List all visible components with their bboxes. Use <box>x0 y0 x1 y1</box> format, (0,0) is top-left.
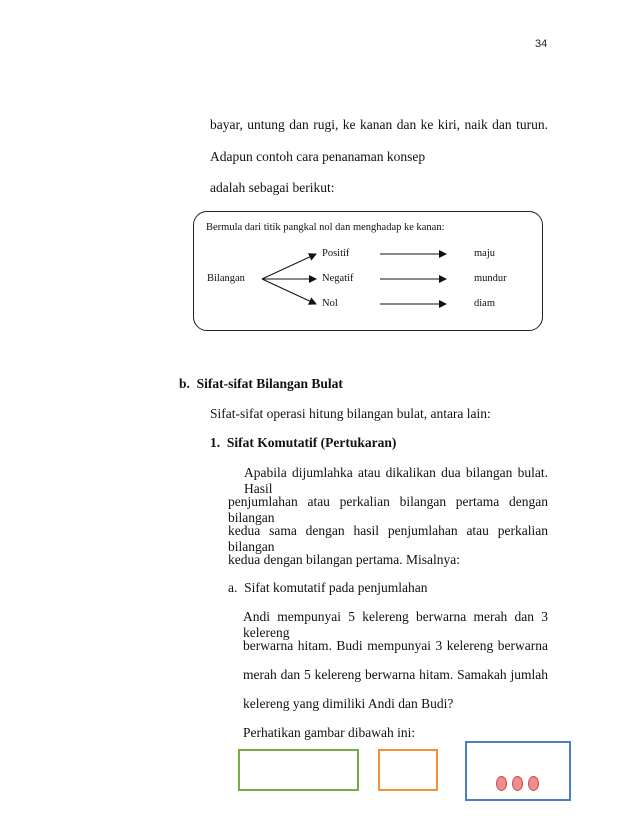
section-b-heading: b. Sifat-sifat Bilangan Bulat <box>179 376 343 391</box>
section-b-intro: Sifat-sifat operasi hitung bilangan bulat, antara lain: <box>210 406 491 421</box>
blue-box <box>465 741 571 801</box>
diagram-branch-negatif: Negatif <box>322 273 354 284</box>
komutatif-line-1: Apabila dijumlahka atau dikalikan dua bilangan bulat. Hasil <box>244 465 548 496</box>
diagram-root-label: Bilangan <box>207 273 245 284</box>
arrow-to-nol <box>262 279 316 304</box>
red-marble-3 <box>528 776 539 791</box>
komutatif-line-4: kedua dengan bilangan pertama. Misalnya: <box>228 552 461 567</box>
item-a-line-1: Andi mempunyai 5 kelereng berwarna merah dan 3 kelereng <box>243 609 548 640</box>
item-a-line-4: kelereng yang dimiliki Andi dan Budi? <box>243 696 454 711</box>
intro-line-2: Adapun contoh cara penanaman konsep <box>210 149 426 164</box>
intro-line-1: bayar, untung dan rugi, ke kanan dan ke kiri, naik dan turun. <box>210 117 548 132</box>
sub-heading-komutatif: 1. Sifat Komutatif (Pertukaran) <box>210 435 397 450</box>
komutatif-line-3: kedua sama dengan hasil penjumlahan atau perkalian bilangan <box>228 523 548 554</box>
red-marble-1 <box>496 776 507 791</box>
green-box <box>238 749 359 791</box>
diagram-header: Bermula dari titik pangkal nol dan menghadap ke kanan: <box>206 222 445 233</box>
diagram-branch-nol: Nol <box>322 298 338 309</box>
orange-box <box>378 749 438 791</box>
arrow-to-positif <box>262 254 316 279</box>
diagram-result-maju: maju <box>474 248 495 259</box>
diagram-result-mundur: mundur <box>474 273 507 284</box>
komutatif-line-2: penjumlahan atau perkalian bilangan pertama dengan bilangan <box>228 494 548 525</box>
red-marble-2 <box>512 776 523 791</box>
intro-line-3: adalah sebagai berikut: <box>210 180 335 195</box>
item-a-line-2: berwarna hitam. Budi mempunyai 3 kelereng berwarna <box>243 638 548 653</box>
diagram-branch-positif: Positif <box>322 248 350 259</box>
diagram-result-diam: diam <box>474 298 495 309</box>
item-a-line-5: Perhatikan gambar dibawah ini: <box>243 725 416 740</box>
item-a-line-3: merah dan 5 kelereng berwarna hitam. Samakah jumlah <box>243 667 548 682</box>
item-a-heading: a. Sifat komutatif pada penjumlahan <box>228 580 428 595</box>
page-number: 34 <box>535 38 548 50</box>
